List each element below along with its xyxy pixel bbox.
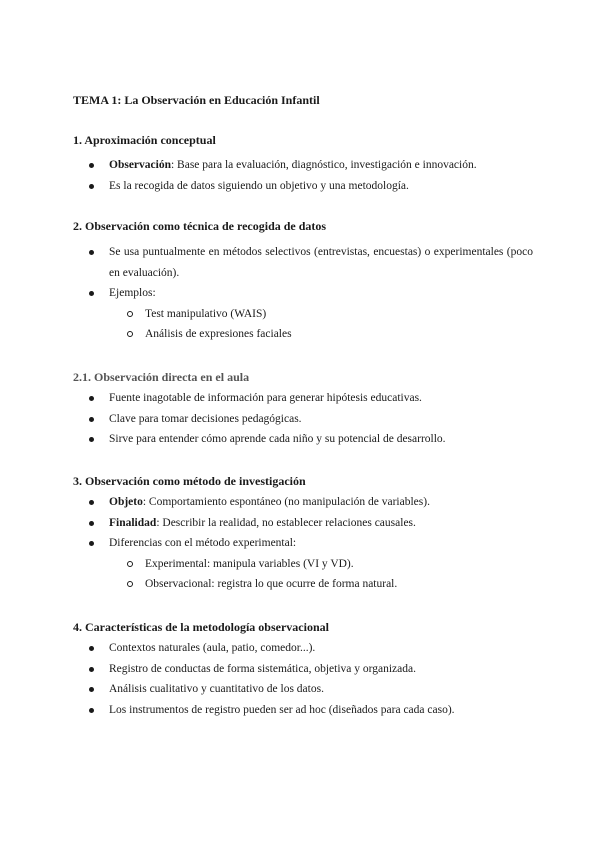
section-2-list [73, 242, 533, 345]
list-item: Es la recogida de datos siguiendo un objetivo y una metodología. [73, 176, 533, 197]
term-label: Observación [109, 159, 171, 171]
list-item: Análisis cualitativo y cuantitativo de los datos. [73, 679, 533, 700]
document-title: TEMA 1: La Observación en Educación Infantil [73, 93, 320, 107]
term-label: Finalidad [109, 516, 157, 529]
section-2-sublist [109, 304, 533, 345]
list-item [73, 283, 533, 345]
list-item [73, 492, 533, 513]
list-item: Fuente inagotable de información para generar hipótesis educativas. [73, 388, 533, 409]
list-item: Los instrumentos de registro pueden ser ad hoc (diseñados para cada caso). [73, 700, 533, 721]
section-1-list [73, 155, 533, 196]
section-3-sublist [109, 554, 533, 595]
list-item: Sirve para entender cómo aprende cada niño y su potencial de desarrollo. [73, 429, 533, 450]
list-item-label: Ejemplos: [109, 287, 156, 299]
term-text: : Describir la realidad, no establecer relaciones causales. [156, 516, 416, 529]
sub-list-item: Análisis de expresiones faciales [109, 324, 533, 345]
list-item [73, 155, 533, 176]
list-item [73, 513, 533, 534]
list-item [73, 533, 533, 595]
term-text: : Comportamiento espontáneo (no manipulación de variables). [142, 496, 430, 508]
section-2-1-list [73, 388, 533, 450]
list-item: Registro de conductas de forma sistemática, objetiva y organizada. [73, 659, 533, 680]
list-item-label: Diferencias con el método experimental: [109, 537, 297, 549]
term-label: Objeto [109, 496, 143, 508]
section-3-heading: 3. Observación como método de investigación [73, 474, 306, 488]
list-item: Contextos naturales (aula, patio, comedor...). [73, 638, 533, 659]
section-1-heading: 1. Aproximación conceptual [73, 133, 216, 147]
term-text: : Base para la evaluación, diagnóstico, investigación e innovación. [170, 159, 477, 171]
section-2-heading: 2. Observación como técnica de recogida de datos [73, 219, 327, 233]
sub-list-item: Experimental: manipula variables (VI y VD). [109, 554, 533, 575]
sub-list-item: Test manipulativo (WAIS) [109, 304, 533, 325]
sub-list-item: Observacional: registra lo que ocurre de forma natural. [109, 574, 533, 595]
section-3-list [73, 492, 533, 595]
section-4-heading: 4. Características de la metodología observacional [73, 620, 329, 634]
section-4-list [73, 638, 533, 720]
section-2-1-heading: 2.1. Observación directa en el aula [73, 370, 250, 384]
list-item: Clave para tomar decisiones pedagógicas. [73, 409, 533, 430]
list-item: Se usa puntualmente en métodos selectivos (entrevistas, encuestas) o experimentales (poco en evaluación). [73, 242, 533, 283]
